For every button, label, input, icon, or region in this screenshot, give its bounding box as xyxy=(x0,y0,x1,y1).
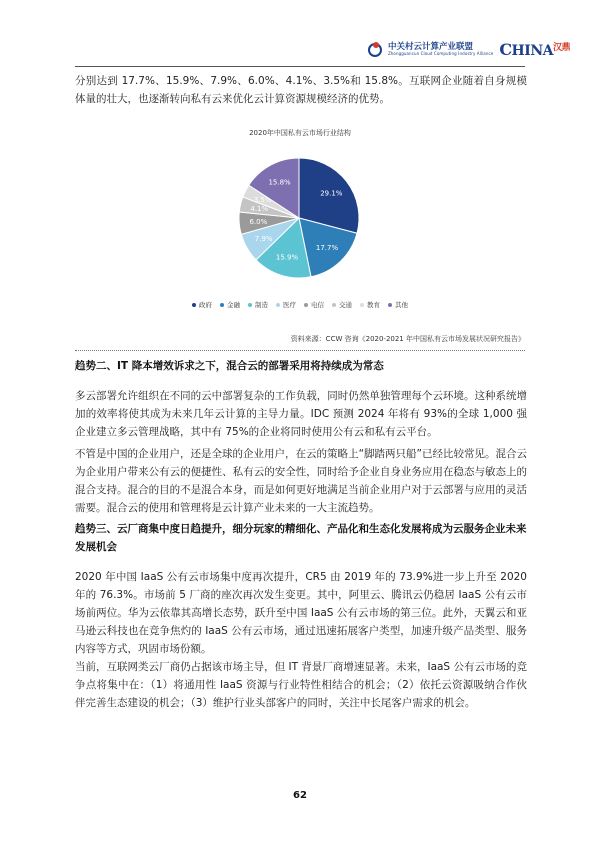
legend-item-其他 xyxy=(388,300,408,309)
legend-label: 电信 xyxy=(311,301,324,309)
legend-swatch xyxy=(220,303,224,307)
legend-swatch xyxy=(388,303,392,307)
pie-label-教育: 3.5% xyxy=(253,196,272,205)
pie-label-医疗: 7.9% xyxy=(254,234,273,243)
chart-title: 2020年中国私有云市场行业结构 xyxy=(249,129,351,137)
chart-source: 资料来源：CCW 咨询《2020-2021 年中国私有云市场发展状况研究报告》 xyxy=(290,335,525,343)
china-logo-suffix: 汉鼎 xyxy=(552,43,570,53)
legend-swatch xyxy=(304,303,308,307)
legend-item-教育 xyxy=(360,300,380,309)
legend-label: 教育 xyxy=(367,301,380,309)
pie-label-金融: 17.7% xyxy=(315,244,339,253)
legend-item-金融 xyxy=(220,300,240,309)
alliance-subtitle: Zhongguancun Cloud Computing Industry Alliance xyxy=(387,51,494,57)
china-logo: $CHINA^{汉鼎}$ xyxy=(499,40,570,59)
legend-item-政府 xyxy=(192,300,212,309)
section3-heading: 趋势三、云厂商集中度日趋提升，细分玩家的精细化、产品化和生态化发展将成为云服务企业未来发展机会 xyxy=(75,523,527,553)
section3-paragraph-1: 2020 年中国 IaaS 公有云市场集中度再次提升，CR5 由 2019 年的 73.9%进一步上升至 2020 年的 76.3%。市场前 5 厂商的座次再次发生变更。其中，阿里云、腾讯云仍稳居 IaaS 公有云市场前两位。华为云依靠其高增长态势，跃升至中国 IaaS 公有云市场的第三位。此外，天翼云和亚马逊云科技也在竞争焦灼的 IaaS 公有云市场，通过迅速拓展客户类型，加速升级产品类型、服务内容等方式，巩固市场份额。 xyxy=(75,571,527,655)
legend-label: 交通 xyxy=(339,301,352,309)
intro-paragraph: 分别达到 17.7%、15.9%、7.9%、6.0%、4.1%、3.5%和 15.8%。互联网企业随着自身规模体量的壮大，也逐渐转向私有云来优化云计算资源规模经济的优势。 xyxy=(75,75,527,105)
page-number: 62 xyxy=(293,790,307,801)
pie-label-制造: 15.9% xyxy=(275,253,299,262)
legend-label: 医疗 xyxy=(283,301,296,309)
section3-paragraph-2: 当前，互联网类云厂商仍占据该市场主导，但 IT 背景厂商增速显著。未来，IaaS 公有云市场的竞争点将集中在：（1）将通用性 IaaS 资源与行业特性相结合的机会；（2）依托云资源吸纳合作伙伴完善生态建设的机会；（3）维护行业头部客户的同时，关注中长尾客户需求的机会。 xyxy=(75,661,527,709)
legend-label: 其他 xyxy=(395,301,408,309)
legend-label: 制造 xyxy=(255,301,268,309)
china-logo-text: HINA xyxy=(511,43,553,59)
legend-label: 政府 xyxy=(199,301,212,309)
section2-paragraph-1: 多云部署允许组织在不同的云中部署复杂的工作负载，同时仍然单独管理每个云环境。这种系统增加的效率将使其成为未来几年云计算的主导力量。IDC 预测 2024 年将有 93%的全球 1,000 强企业建立多云管理战略，其中有 75%的企业将同时使用公有云和私有云平台。 xyxy=(75,390,527,438)
chart-legend xyxy=(0,300,600,309)
legend-item-交通 xyxy=(332,300,352,309)
legend-item-电信 xyxy=(304,300,324,309)
alliance-name: 中关村云计算产业联盟 xyxy=(387,41,473,52)
legend-swatch xyxy=(332,303,336,307)
section2-paragraph-2: 不管是中国的企业用户，还是全球的企业用户，在云的策略上“脚踏两只船”已经比较常见。混合云为企业用户带来公有云的便捷性、私有云的安全性，同时给予企业自身业务应用在稳态与敏态上的混合支持。混合的目的不是混合本身，而是如何更好地满足当前企业用户对于云部署与应用的灵活需要。混合云的使用和管理将是云计算产业未来的一大主流趋势。 xyxy=(75,448,527,514)
pie-label-电信: 6.0% xyxy=(249,218,268,227)
section2-heading: 趋势二、IT 降本增效诉求之下，混合云的部署采用将持续成为常态 xyxy=(75,360,384,372)
pie-label-政府: 29.1% xyxy=(320,189,343,198)
pie-label-交通: 4.1% xyxy=(250,205,269,214)
section-divider xyxy=(75,350,525,351)
legend-swatch xyxy=(360,303,364,307)
legend-swatch xyxy=(276,303,280,307)
legend-label: 金融 xyxy=(227,301,240,309)
legend-swatch xyxy=(248,303,252,307)
legend-item-医疗 xyxy=(276,300,296,309)
pie-chart xyxy=(0,0,600,300)
pie-label-其他: 15.8% xyxy=(268,178,291,187)
legend-item-制造 xyxy=(248,300,268,309)
legend-swatch xyxy=(192,303,196,307)
